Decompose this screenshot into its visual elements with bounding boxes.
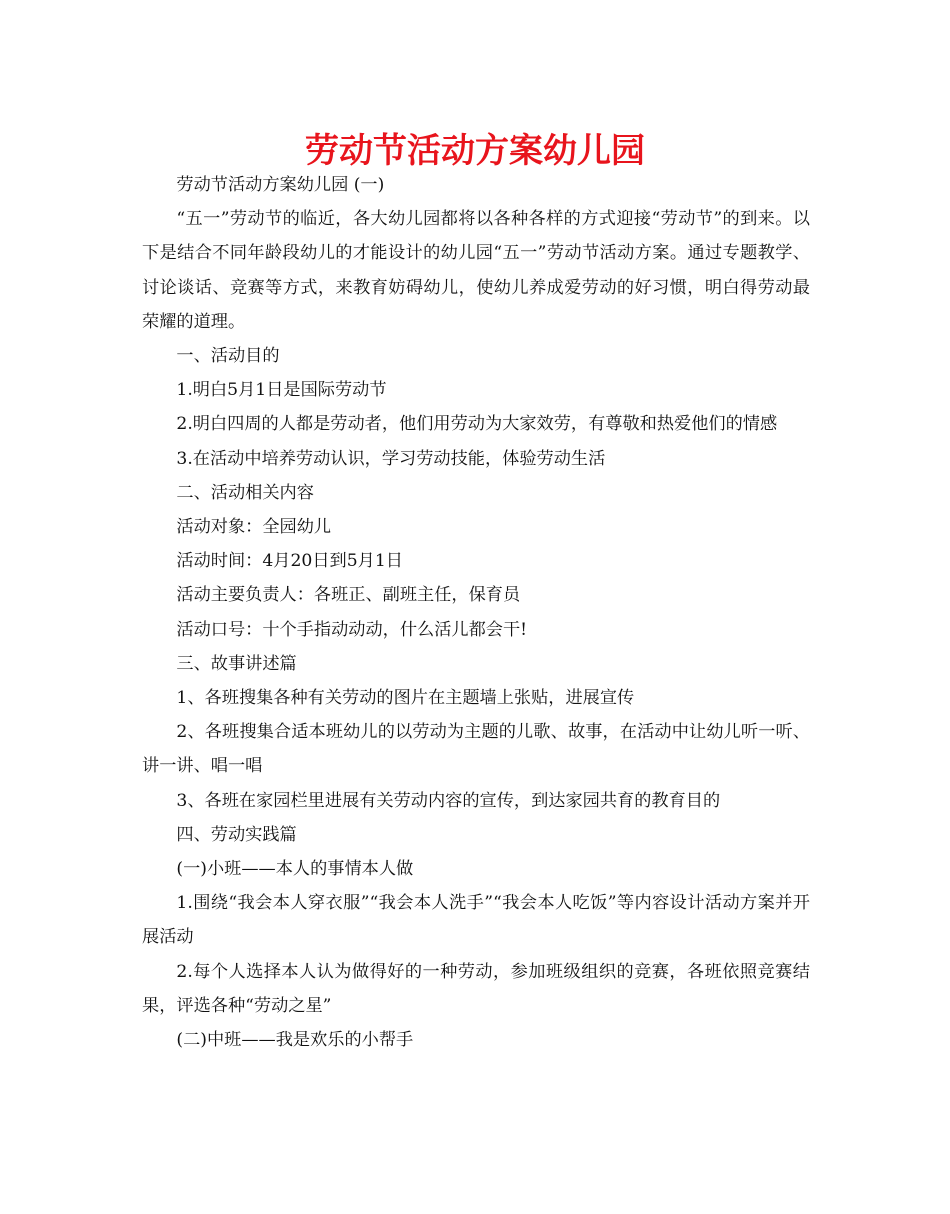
list-item: 3.在活动中培养劳动认识，学习劳动技能，体验劳动生活 — [176, 448, 606, 469]
document-body — [142, 168, 810, 1057]
list-item: 1.明白5月1日是国际劳动节 — [176, 380, 387, 401]
list-item: 2.明白四周的人都是劳动者，他们用劳动为大家效劳，有尊敬和热爱他们的情感 — [176, 414, 778, 435]
paragraph: 活动口号：十个手指动动动，什么活儿都会干! — [176, 619, 528, 640]
paragraph: 活动对象：全园幼儿 — [176, 517, 332, 538]
paragraph: 劳动节活动方案幼儿园 (一) — [176, 175, 385, 195]
paragraph: “五一”劳动节的临近，各大幼儿园都将以各种各样的方式迎接“劳动节”的到来。以下是结合不同年龄段幼儿的才能设计的幼儿园“五一”劳动节活动方案。通过专题教学、讨论谈话、竞赛等方式，来教育妨碍幼儿，使幼儿养成爱劳动的好习惯，明白得劳动最荣耀的道理。 — [142, 209, 810, 332]
section-heading: 四、劳动实践篇 — [176, 824, 297, 845]
list-item: 2、各班搜集合适本班幼儿的以劳动为主题的儿歌、故事，在活动中让幼儿听一听、讲一讲、唱一唱 — [142, 722, 810, 777]
list-item: 1.围绕“我会本人穿衣服”“我会本人洗手”“我会本人吃饭”等内容设计活动方案并开展活动 — [142, 893, 810, 948]
section-heading: 二、活动相关内容 — [176, 482, 314, 503]
list-item: 1、各班搜集各种有关劳动的图片在主题墙上张贴，进展宣传 — [176, 688, 635, 709]
section-heading: 三、故事讲述篇 — [176, 653, 297, 674]
subsection-heading: (二)中班——我是欢乐的小帮手 — [176, 1030, 414, 1051]
document-title: 劳动节活动方案幼儿园 — [305, 131, 645, 171]
list-item: 3、各班在家园栏里进展有关劳动内容的宣传，到达家园共育的教育目的 — [176, 790, 721, 811]
paragraph: 活动主要负责人：各班正、副班主任，保育员 — [176, 585, 521, 606]
list-item: 2.每个人选择本人认为做得好的一种劳动，参加班级组织的竞赛，各班依照竞赛结果，评选各种“劳动之星” — [142, 961, 810, 1016]
subsection-heading: (一)小班——本人的事情本人做 — [176, 859, 414, 880]
section-heading: 一、活动目的 — [176, 346, 280, 367]
paragraph: 活动时间：4月20日到5月1日 — [176, 551, 403, 572]
